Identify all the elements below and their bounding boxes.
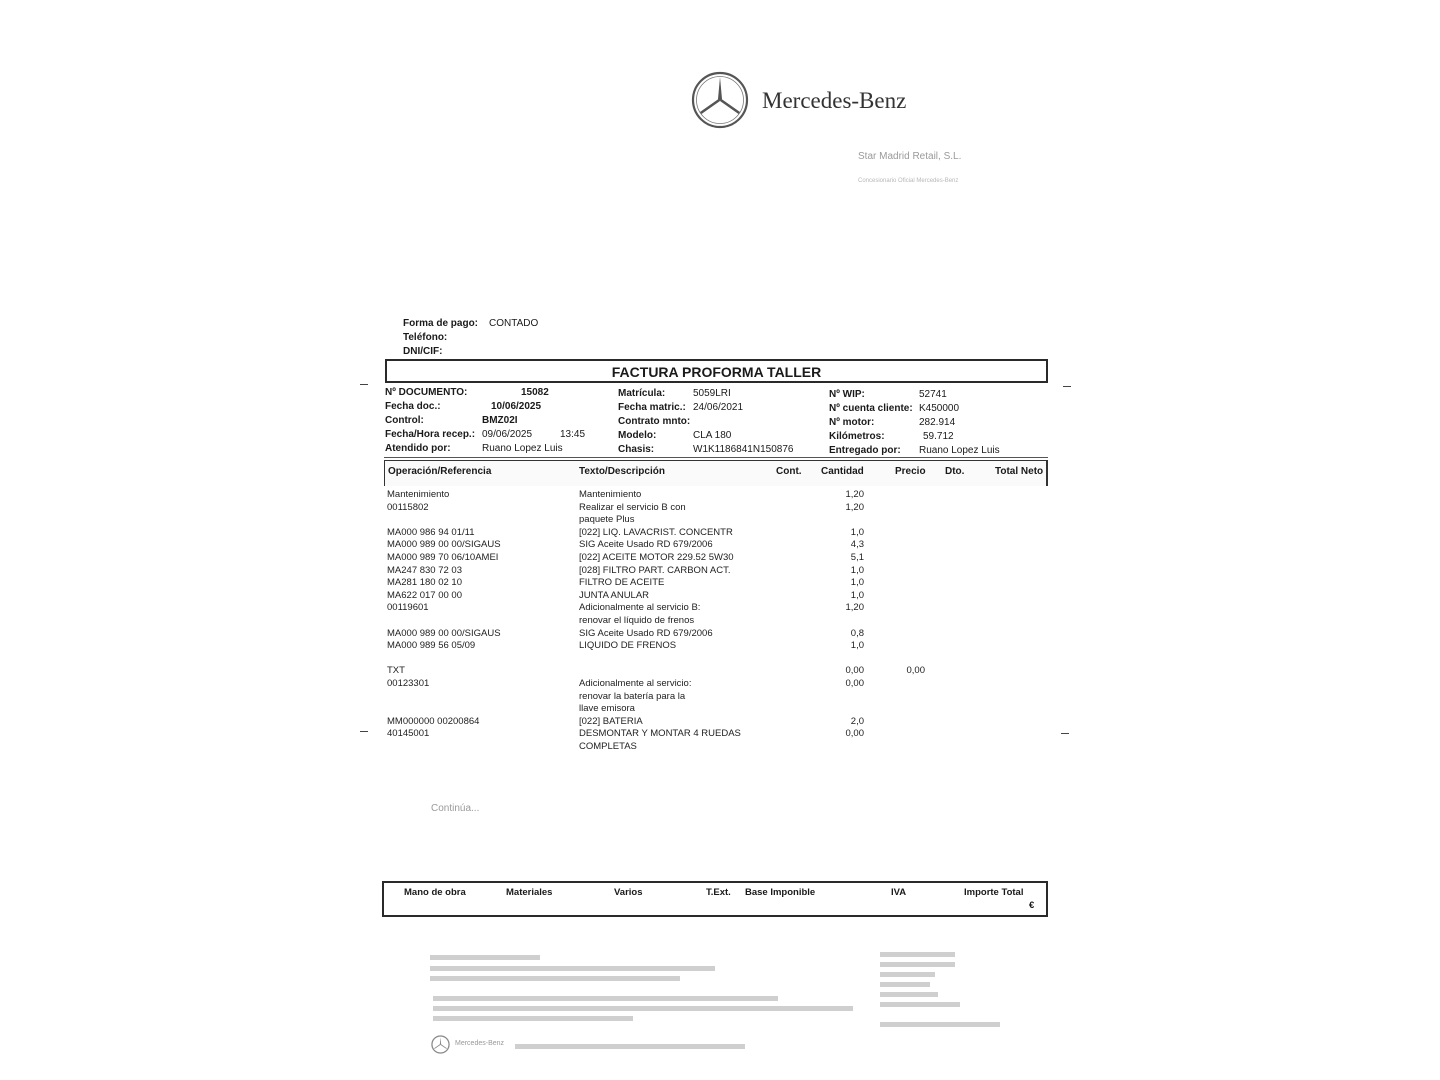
totals-base: Base Imponible xyxy=(745,887,816,898)
km-value: 59.712 xyxy=(923,431,954,442)
line-quantity: 1,0 xyxy=(850,640,864,652)
km-label: Kilómetros: xyxy=(829,431,885,442)
account-value: K450000 xyxy=(919,403,960,414)
dealer-name: Star Madrid Retail, S.L. xyxy=(858,151,962,162)
continue-text: Continúa... xyxy=(431,803,480,814)
margin-mark xyxy=(1061,733,1069,734)
line-description: [022] LIQ. LAVACRIST. CONCENTR xyxy=(579,526,733,538)
margin-mark xyxy=(360,731,368,732)
line-reference: 40145001 xyxy=(387,728,430,740)
line-reference: MA000 986 94 01/11 xyxy=(387,526,475,538)
engine-value: 282.914 xyxy=(919,417,956,428)
totals-box xyxy=(382,881,1048,917)
line-reference: 00115802 xyxy=(387,501,429,513)
line-reference: 00123301 xyxy=(387,678,430,689)
mercedes-star-small-icon xyxy=(431,1035,450,1054)
line-reference: MA622 017 00 00 xyxy=(387,589,463,601)
line-reference: MA000 989 70 06/10AMEI xyxy=(387,552,499,563)
margin-mark xyxy=(360,384,368,385)
line-quantity: 1,0 xyxy=(850,589,864,601)
col-cont: Cont. xyxy=(776,466,802,477)
line-description: DESMONTAR Y MONTAR 4 RUEDAS xyxy=(579,728,741,740)
delivered-value: Ruano Lopez Luis xyxy=(919,445,1000,456)
col-discount: Dto. xyxy=(945,466,965,477)
line-description: renovar el líquido de frenos xyxy=(579,615,695,626)
line-quantity: 1,0 xyxy=(850,564,864,576)
phone-label: Teléfono: xyxy=(403,332,448,343)
line-reference: MA281 180 02 10 xyxy=(387,577,463,589)
line-reference: MM000000 00200864 xyxy=(387,715,480,727)
chassis-value: W1K1186841N150876 xyxy=(693,444,794,455)
attended-label: Atendido por: xyxy=(385,443,451,454)
line-quantity: 1,0 xyxy=(850,526,864,538)
control-label: Control: xyxy=(385,415,424,426)
totals-labor: Mano de obra xyxy=(404,887,466,898)
account-label: Nº cuenta cliente: xyxy=(829,403,913,414)
line-description: renovar la batería para la xyxy=(579,690,686,702)
wip-value: 52741 xyxy=(919,389,947,400)
attended-value: Ruano Lopez Luis xyxy=(482,443,563,454)
line-description: paquete Plus xyxy=(579,514,635,526)
line-price: 0,00 xyxy=(906,665,925,677)
line-quantity: 5,1 xyxy=(850,552,864,563)
col-price: Precio xyxy=(895,466,926,477)
document-title: FACTURA PROFORMA TALLER xyxy=(611,364,822,380)
payment-label: Forma de pago: xyxy=(403,318,479,329)
totals-currency: € xyxy=(1029,900,1035,911)
doc-date-label: Fecha doc.: xyxy=(385,401,441,412)
line-reference: Mantenimiento xyxy=(387,489,450,500)
line-quantity: 1,0 xyxy=(850,577,864,589)
totals-misc: Varios xyxy=(614,887,643,898)
engine-label: Nº motor: xyxy=(829,417,875,428)
line-reference: MA000 989 00 00/SIGAUS xyxy=(387,627,501,639)
line-description: [022] BATERIA xyxy=(579,715,643,727)
totals-text: T.Ext. xyxy=(706,887,731,898)
margin-mark xyxy=(1063,386,1071,387)
line-description: Adicionalmente al servicio B: xyxy=(579,602,701,614)
col-description: Texto/Descripción xyxy=(579,466,665,477)
control-value: BMZ02I xyxy=(482,415,518,426)
line-quantity: 0,00 xyxy=(845,678,864,689)
chassis-label: Chasis: xyxy=(618,444,655,455)
header-divider xyxy=(384,457,1048,458)
line-description: Adicionalmente al servicio: xyxy=(579,678,692,689)
line-reference: MA247 830 72 03 xyxy=(387,564,463,576)
mercedes-star-icon xyxy=(690,70,750,130)
line-quantity: 0,8 xyxy=(850,627,864,639)
document-title-box xyxy=(385,359,1048,383)
doc-date-value: 10/06/2025 xyxy=(491,401,542,412)
line-description: LIQUIDO DE FRENOS xyxy=(579,640,677,652)
reception-date: 09/06/2025 xyxy=(482,429,533,440)
payment-value: CONTADO xyxy=(489,318,539,329)
line-description: COMPLETAS xyxy=(579,741,637,752)
footer-brand: Mercedes-Benz xyxy=(455,1040,505,1047)
doc-number-label: Nº DOCUMENTO: xyxy=(385,387,468,398)
plate-label: Matrícula: xyxy=(618,388,666,399)
line-quantity: 1,20 xyxy=(845,489,864,500)
line-description: Realizar el servicio B con xyxy=(579,501,686,513)
line-description: [028] FILTRO PART. CARBON ACT. xyxy=(579,564,731,576)
contract-label: Contrato mnto: xyxy=(618,416,691,427)
line-reference: TXT xyxy=(387,665,405,677)
line-description: Mantenimiento xyxy=(579,489,642,500)
line-quantity: 1,20 xyxy=(845,602,864,614)
totals-materials: Materiales xyxy=(506,887,553,898)
line-reference: 00119601 xyxy=(387,602,429,614)
line-description: SIG Aceite Usado RD 679/2006 xyxy=(579,539,713,551)
plate-value: 5059LRI xyxy=(693,388,731,399)
col-net-total: Total Neto xyxy=(995,466,1044,477)
line-quantity: 4,3 xyxy=(850,539,864,551)
line-description: [022] ACEITE MOTOR 229.52 5W30 xyxy=(579,552,734,563)
line-description: FILTRO DE ACEITE xyxy=(579,577,665,589)
line-description: llave emisora xyxy=(579,703,635,715)
line-quantity: 1,20 xyxy=(845,501,864,513)
line-quantity: 0,00 xyxy=(845,665,864,677)
model-value: CLA 180 xyxy=(693,430,732,441)
brand-name: Mercedes-Benz xyxy=(762,88,907,113)
line-description: SIG Aceite Usado RD 679/2006 xyxy=(579,627,713,639)
dealer-subtitle: Concesionario Oficial Mercedes-Benz xyxy=(858,178,959,184)
totals-vat: IVA xyxy=(891,887,907,898)
reception-label: Fecha/Hora recep.: xyxy=(385,429,476,440)
line-quantity: 2,0 xyxy=(850,715,864,727)
regdate-label: Fecha matric.: xyxy=(618,402,686,413)
dni-label: DNI/CIF: xyxy=(403,346,443,357)
line-reference: MA000 989 00 00/SIGAUS xyxy=(387,539,501,551)
delivered-label: Entregado por: xyxy=(829,445,901,456)
model-label: Modelo: xyxy=(618,430,657,441)
doc-number-value: 15082 xyxy=(521,387,549,398)
reception-time: 13:45 xyxy=(560,429,586,440)
wip-label: Nº WIP: xyxy=(829,389,865,400)
totals-total: Importe Total xyxy=(964,887,1024,898)
line-reference: MA000 989 56 05/09 xyxy=(387,640,476,652)
line-description: JUNTA ANULAR xyxy=(579,589,650,601)
col-quantity: Cantidad xyxy=(821,466,864,477)
regdate-value: 24/06/2021 xyxy=(693,402,744,413)
col-reference: Operación/Referencia xyxy=(388,466,492,477)
line-quantity: 0,00 xyxy=(845,728,864,740)
